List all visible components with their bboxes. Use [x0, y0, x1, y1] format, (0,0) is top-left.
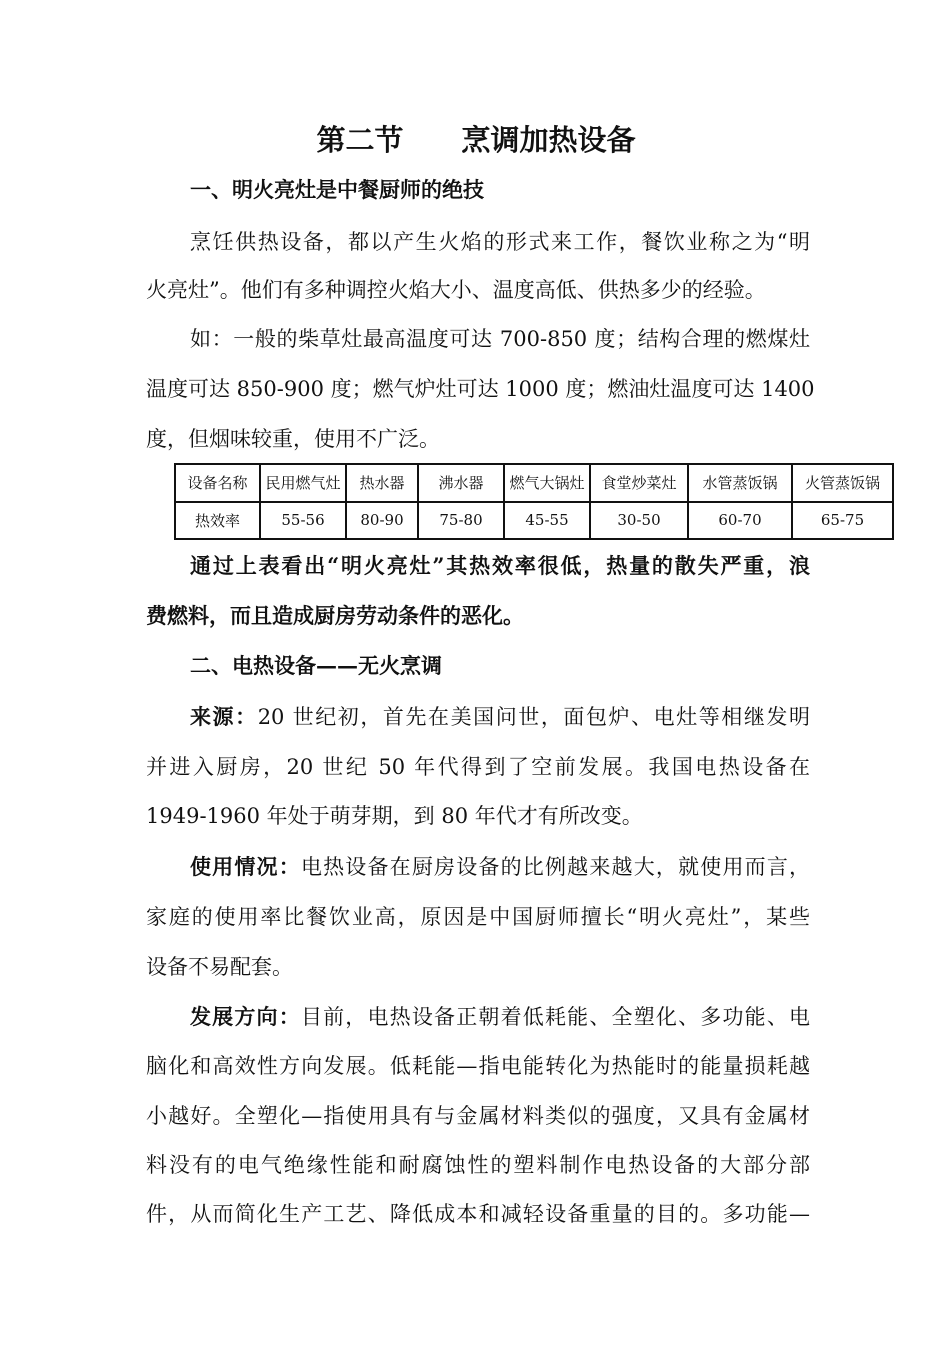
paragraph-text: 电热设备在厨房设备的比例越来越大，就使用而言， [300, 855, 811, 879]
table-cell: 30-50 [590, 502, 688, 540]
paragraph-line: 并进入厨房，20 世纪 50 年代得到了空前发展。我国电热设备在 [146, 755, 810, 779]
table-header-cell: 燃气大锅灶 [504, 464, 590, 502]
thermal-efficiency-table [174, 463, 894, 540]
page-title: 第二节 烹调加热设备 [316, 123, 636, 157]
table-cell: 80-90 [346, 502, 418, 540]
paragraph-line: 火亮灶”。他们有多种调控火焰大小、温度高低、供热多少的经验。 [146, 278, 766, 302]
table-cell: 60-70 [688, 502, 792, 540]
lead-label-source: 来源： [190, 704, 258, 729]
lead-label-usage: 使用情况： [190, 854, 301, 879]
table-header-cell: 热水器 [346, 464, 418, 502]
section-heading-open-flame: 一、明火亮灶是中餐厨师的绝技 [190, 177, 484, 202]
conclusion-line: 通过上表看出“明火亮灶”其热效率很低，热量的散失严重，浪 [190, 553, 810, 578]
paragraph-line: 度，但烟味较重，使用不广泛。 [146, 427, 440, 451]
paragraph-line [190, 702, 810, 732]
table-row [175, 502, 893, 540]
paragraph-line [190, 852, 810, 882]
table-cell: 75-80 [418, 502, 504, 540]
paragraph-line: 烹饪供热设备，都以产生火焰的形式来工作，餐饮业称之为“明 [190, 230, 810, 254]
paragraph-line: 小越好。全塑化—指使用具有与金属材料类似的强度，又具有金属材 [146, 1104, 810, 1128]
paragraph-text: 目前，电热设备正朝着低耗能、全塑化、多功能、电 [300, 1005, 811, 1029]
paragraph-line: 设备不易配套。 [146, 955, 293, 979]
paragraph-line: 温度可达 850-900 度；燃气炉灶可达 1000 度；燃油灶温度可达 1400 [146, 377, 815, 401]
table-header-cell: 水管蒸饭锅 [688, 464, 792, 502]
table-cell: 热效率 [175, 502, 260, 540]
table-header-cell: 沸水器 [418, 464, 504, 502]
paragraph-line: 1949-1960 年处于萌芽期，到 80 年代才有所改变。 [146, 804, 643, 828]
paragraph-line: 料没有的电气绝缘性能和耐腐蚀性的塑料制作电热设备的大部分部 [146, 1153, 810, 1177]
lead-label-direction: 发展方向： [190, 1004, 301, 1029]
paragraph-line: 脑化和高效性方向发展。低耗能—指电能转化为热能时的能量损耗越 [146, 1054, 810, 1078]
paragraph-line: 如：一般的柴草灶最高温度可达 700-850 度；结构合理的燃煤灶 [190, 327, 810, 351]
paragraph-line [190, 1002, 810, 1032]
table-header-cell: 设备名称 [175, 464, 260, 502]
conclusion-line: 费燃料，而且造成厨房劳动条件的恶化。 [146, 603, 524, 628]
table-cell: 45-55 [504, 502, 590, 540]
table-header-cell: 民用燃气灶 [260, 464, 346, 502]
paragraph-text: 20 世纪初，首先在美国问世，面包炉、电灶等相继发明 [257, 705, 810, 729]
paragraph-line: 家庭的使用率比餐饮业高，原因是中国厨师擅长“明火亮灶”，某些 [146, 905, 810, 929]
paragraph-line: 件，从而简化生产工艺、降低成本和减轻设备重量的目的。多功能— [146, 1202, 810, 1226]
section-heading-electric: 二、电热设备——无火烹调 [190, 653, 442, 678]
table-header-cell: 火管蒸饭锅 [792, 464, 893, 502]
table-header-cell: 食堂炒菜灶 [590, 464, 688, 502]
table-cell: 55-56 [260, 502, 346, 540]
table-header-row [175, 464, 893, 502]
table-cell: 65-75 [792, 502, 893, 540]
